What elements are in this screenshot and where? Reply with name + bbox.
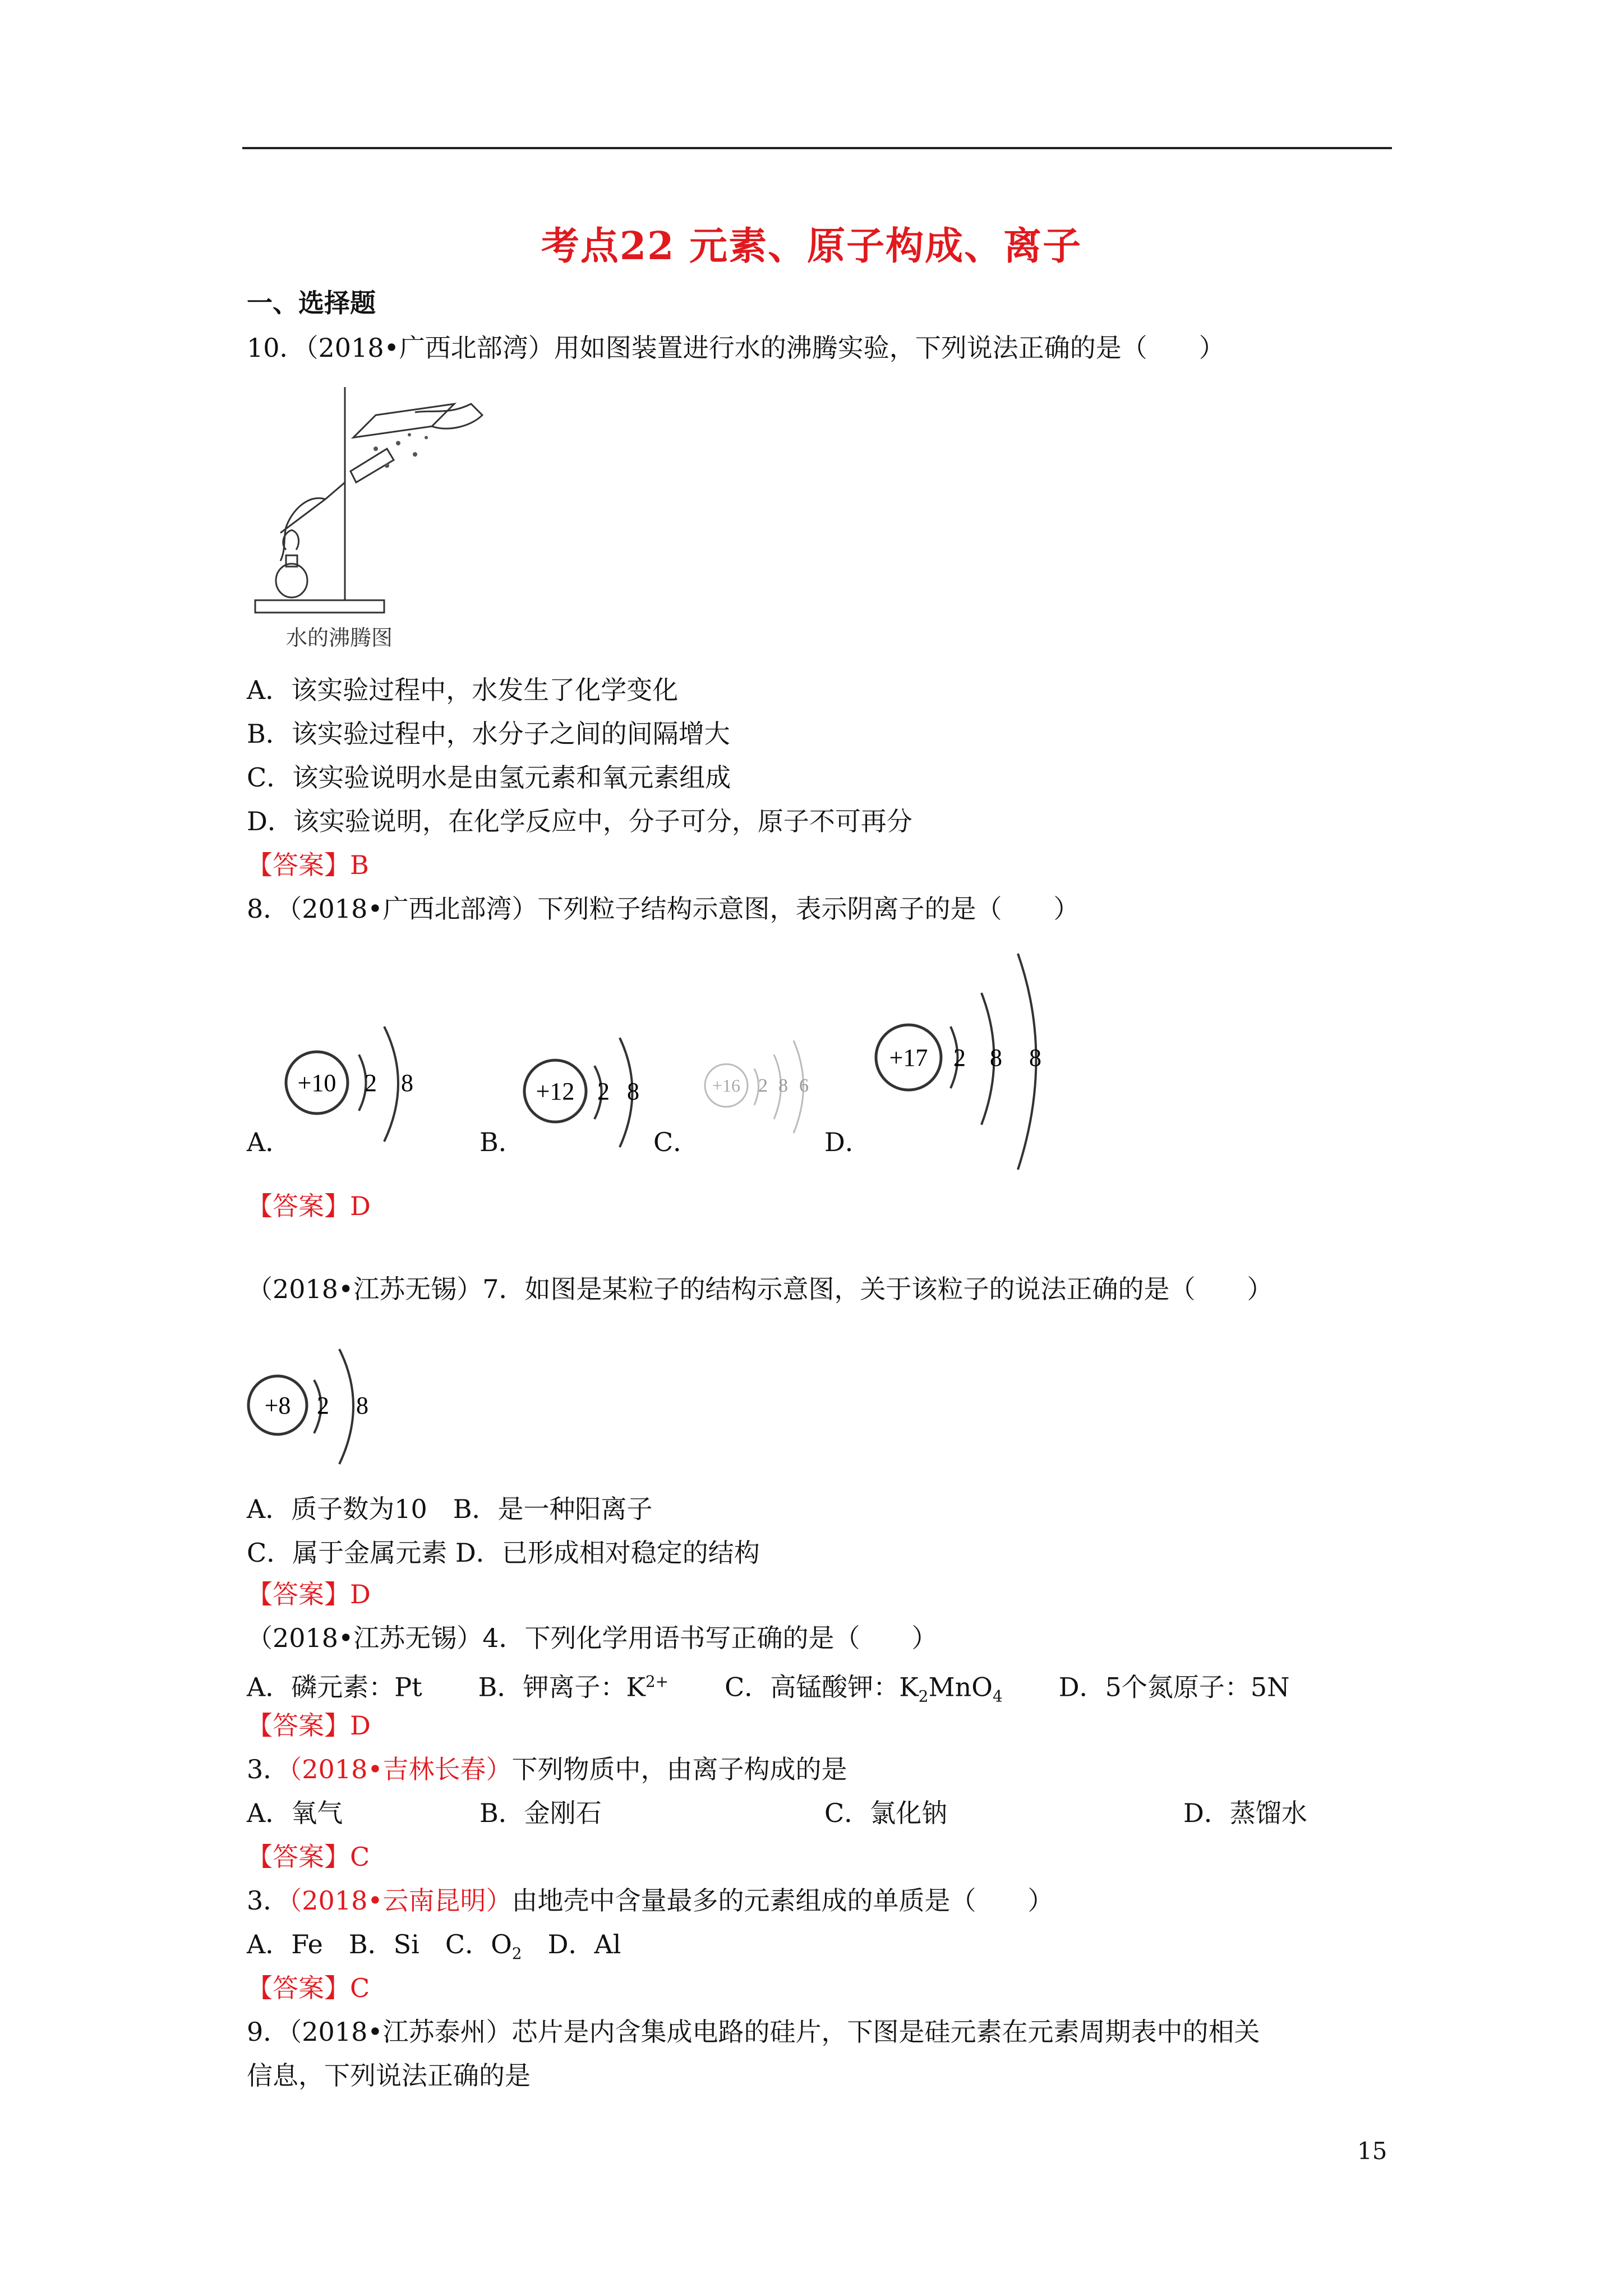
- q3a-stem: 3．（2018•吉林长春）下列物质中，由离子构成的是: [247, 1754, 847, 1784]
- atom-diagram-c: [695, 1015, 841, 1161]
- q8-stem: 8．（2018•广西北部湾）下列粒子结构示意图，表示阴离子的是（ ）: [247, 894, 1080, 924]
- svg-text:2: 2: [953, 1044, 966, 1071]
- q3a-option-c: C．氯化钠: [824, 1798, 948, 1828]
- q7-options-2: C．属于金属元素 D．已形成相对稳定的结构: [247, 1538, 760, 1568]
- q4-answer: 【答案】D: [247, 1710, 371, 1741]
- q7-options-1: A．质子数为10 B．是一种阳离子: [247, 1494, 653, 1524]
- q3a-option-b: B．金刚石: [479, 1798, 602, 1828]
- q3a-option-d: D．蒸馏水: [1183, 1798, 1307, 1828]
- atom-diagram-d: [869, 948, 1082, 1251]
- q8-label-b: B．: [479, 1127, 524, 1157]
- page-number: 15: [1357, 2137, 1387, 2165]
- header-rule: [242, 147, 1392, 149]
- svg-text:+12: +12: [536, 1078, 575, 1105]
- section-heading: 一、选择题: [247, 288, 376, 318]
- q10-option-b: B．该实验过程中，水分子之间的间隔增大: [247, 719, 730, 749]
- svg-text:8: 8: [356, 1392, 368, 1419]
- q10-option-d: D．该实验说明，在化学反应中，分子可分，原子不可再分: [247, 806, 912, 836]
- page-title: 考点22 元素、原子构成、离子: [541, 224, 1082, 269]
- q10-option-c: C．该实验说明水是由氢元素和氧元素组成: [247, 762, 731, 793]
- q10-option-a: A．该实验过程中，水发生了化学变化: [247, 675, 679, 705]
- svg-text:+10: +10: [297, 1069, 336, 1097]
- svg-text:2: 2: [597, 1078, 610, 1105]
- svg-text:2: 2: [317, 1392, 329, 1419]
- q7-answer: 【答案】D: [247, 1579, 371, 1609]
- q8-label-c: C．: [653, 1127, 699, 1157]
- svg-text:8: 8: [778, 1075, 788, 1096]
- boiling-apparatus-figure: [247, 381, 494, 662]
- q10-answer: 【答案】B: [247, 850, 369, 880]
- q3b-answer: 【答案】C: [247, 1973, 370, 2003]
- q3b-stem: 3．（2018•云南昆明）由地壳中含量最多的元素组成的单质是（ ）: [247, 1885, 1054, 1916]
- svg-text:+16: +16: [712, 1075, 741, 1096]
- svg-text:2: 2: [365, 1069, 377, 1097]
- q7-stem: （2018•江苏无锡）7．如图是某粒子的结构示意图，关于该粒子的说法正确的是（ ）: [247, 1274, 1273, 1304]
- q3b-options: A．Fe B．Si C．$O_2$ D．Al: [247, 1929, 621, 1963]
- svg-text:8: 8: [990, 1044, 1002, 1071]
- figure-caption: 水的沸腾图: [286, 627, 393, 650]
- q8-label-a: A．: [247, 1127, 292, 1157]
- q10-stem: 10．（2018•广西北部湾）用如图装置进行水的沸腾实验，下列说法正确的是（ ）: [247, 333, 1225, 363]
- svg-text:8: 8: [1029, 1044, 1041, 1071]
- q9-stem-line2: 信息，下列说法正确的是: [247, 2060, 531, 2091]
- atom-diagram-q7: [247, 1324, 393, 1492]
- q4-options: A．磷元素：Pt B．钾离子：$K^{2+}$ C．高锰酸钾：$K_2MnO_4$ D．5个氮原子：5N: [247, 1672, 1290, 1706]
- q4-stem: （2018•江苏无锡）4．下列化学用语书写正确的是（ ）: [247, 1623, 938, 1653]
- svg-text:2: 2: [758, 1075, 768, 1096]
- atom-diagram-b: [516, 1004, 662, 1172]
- q8-answer: 【答案】D: [247, 1191, 371, 1221]
- svg-text:6: 6: [799, 1075, 809, 1096]
- svg-text:+8: +8: [264, 1392, 291, 1419]
- q8-label-d: D．: [824, 1127, 871, 1157]
- q3a-answer: 【答案】C: [247, 1842, 370, 1872]
- svg-text:+17: +17: [889, 1044, 928, 1071]
- svg-text:8: 8: [401, 1069, 413, 1097]
- q3a-option-a: A．氧气: [247, 1798, 343, 1828]
- q9-stem-line1: 9．（2018•江苏泰州）芯片是内含集成电路的硅片，下图是硅元素在元素周期表中的相关: [247, 2017, 1260, 2047]
- svg-text:8: 8: [627, 1078, 639, 1105]
- atom-diagram-a: [280, 999, 443, 1184]
